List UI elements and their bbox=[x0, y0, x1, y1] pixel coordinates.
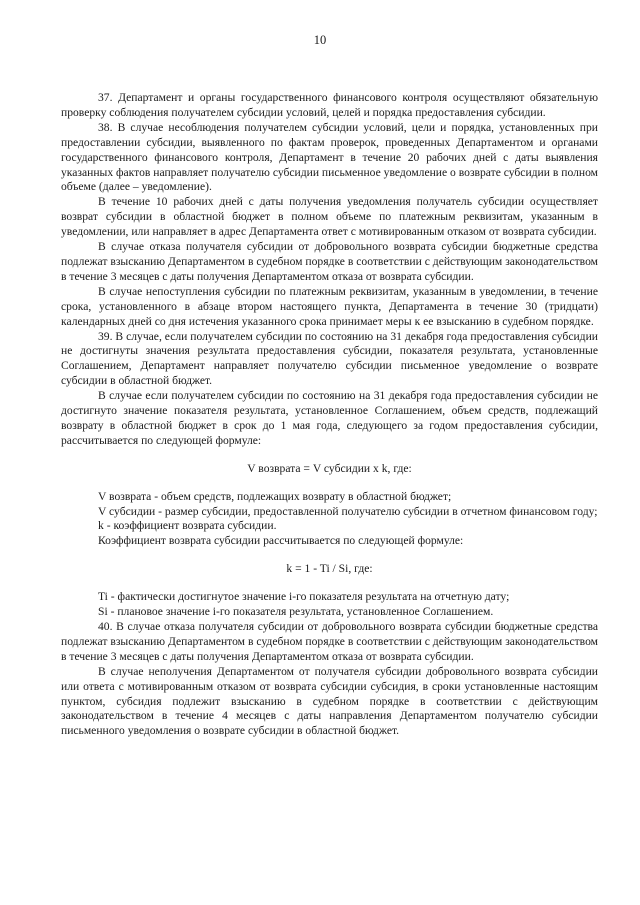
paragraph-37: 37. Департамент и органы государственного финансового контроля осуществляют обязательную проверку соблюдения получателем субсидии условий, целей и порядка предоставления субсидии. bbox=[61, 91, 598, 119]
page-number: 10 bbox=[313, 33, 327, 47]
paragraph-40: 40. В случае отказа получателя субсидии от добровольного возврата субсидии бюджетные средства подлежат взысканию Департаментом в судебном порядке в соответствии с действующим законодательством в течение 3 месяцев с даты получения Департаментом отказа от возврата субсидии. bbox=[61, 620, 598, 663]
paragraph-40-nonreceipt: В случае неполучения Департаментом от получателя субсидии добровольного возврата субсидии или ответа с мотивированным отказом от возврата субсидии субсидия, в сроки установленные настоящим пунктом, субсидия подлежит взысканию в судебном порядке в соответствии с действующим законодательством в течение 4 месяцев с даты направления Департаментом получателю субсидии письменного уведомления о возврате субсидии в областной бюджет. bbox=[61, 664, 598, 738]
document-body bbox=[61, 91, 598, 739]
paragraph-38-refusal: В случае отказа получателя субсидии от добровольного возврата субсидии бюджетные средства подлежат взысканию Департаментом в судебном порядке в соответствии с действующим законодательством в течение 3 месяцев с даты получения Департаментом отказа от возврата субсидии. bbox=[61, 240, 598, 283]
paragraph-39: 39. В случае, если получателем субсидии по состоянию на 31 декабря года предоставления субсидии не достигнуты значения результата предоставления субсидии, показателя результата, установленные Соглашением, Департамент направляет получателю субсидии письменное уведомление о возврате субсидии в областной бюджет. bbox=[61, 329, 598, 388]
definition-v-subsidy: V субсидии - размер субсидии, предоставленной получателю субсидии в отчетном финансовом году; bbox=[98, 504, 598, 518]
definition-ti: Ti - фактически достигнутое значение i-го показателя результата на отчетную дату; bbox=[98, 590, 510, 604]
paragraph-38-nonreceipt: В случае непоступления субсидии по платежным реквизитам, указанным в уведомлении, в течение срока, установленного в абзаце втором настоящего пункта, Департамента в течение 30 (тридцати) календарных дней со дня истечения указанного срока принимает меры к ее взысканию в судебном порядке. bbox=[61, 284, 598, 328]
definition-si: Si - плановое значение i-го показателя результата, установленное Соглашением. bbox=[98, 605, 494, 619]
paragraph-38: 38. В случае несоблюдения получателем субсидии условий, цели и порядка, установленных при предоставлении субсидии, выявленного по фактам проверок, проведенных Департаментом и органами государственного финансового контроля, Департамент в течение 20 рабочих дней с даты выявления указанных фактов направляет получателю субсидии письменное уведомление о возврате субсидии в полном объеме (далее – уведомление). bbox=[61, 120, 598, 194]
formula-return-volume: V возврата = V субсидии x k, где: bbox=[247, 461, 412, 475]
coefficient-intro: Коэффициент возврата субсидии рассчитывается по следующей формуле: bbox=[98, 534, 464, 548]
definition-v-return: V возврата - объем средств, подлежащих возврату в областной бюджет; bbox=[98, 489, 452, 503]
paragraph-38-return-term: В течение 10 рабочих дней с даты получения уведомления получатель субсидии осуществляет возврат субсидии в областной бюджет в полном объеме по платежным реквизитам, указанным в уведомлении, или направляет в адрес Департамента ответ с мотивированным отказом от возврата субсидии. bbox=[61, 195, 598, 239]
definition-k: k - коэффициент возврата субсидии. bbox=[98, 519, 277, 533]
formula-coefficient: k = 1 - Ti / Si, где: bbox=[286, 562, 373, 576]
paragraph-39-calculation: В случае если получателем субсидии по состоянию на 31 декабря года предоставления субсидии не достигнуто значение показателя результата, установленное Соглашением, объем средств, подлежащий возврату в областной бюджет в срок до 1 мая года, следующего за годом предоставления субсидии, рассчитывается по следующей формуле: bbox=[61, 389, 598, 447]
